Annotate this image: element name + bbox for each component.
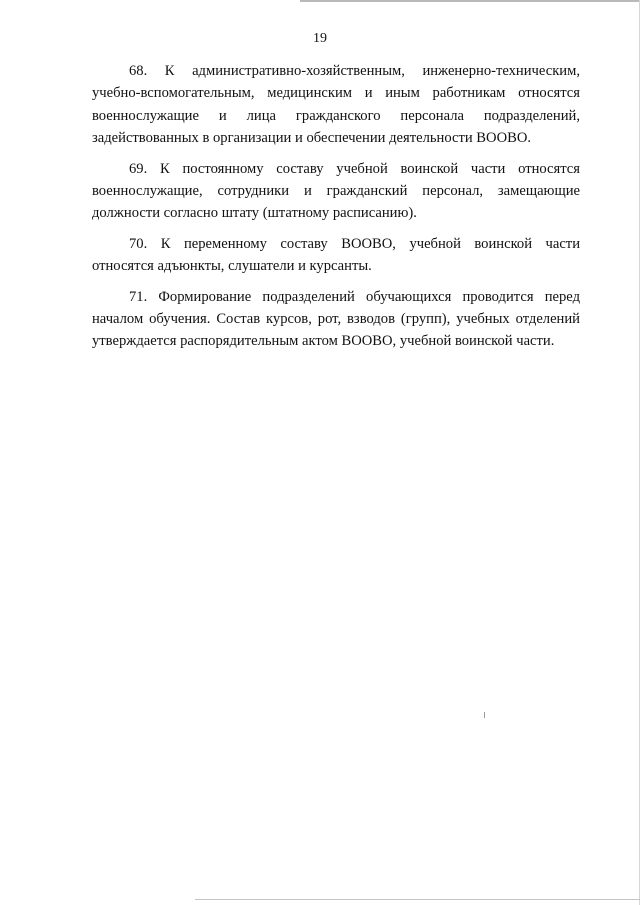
- paragraph-line: 70. К переменному составу ВООВО, учебной воинской части: [129, 235, 580, 252]
- paragraph-line: должности согласно штату (штатному расписанию).: [92, 205, 417, 222]
- paragraph-68: [92, 60, 580, 150]
- paragraph-line: утверждается распорядительным актом ВООВО, учебной воинской части.: [92, 333, 555, 350]
- paragraph-69: [92, 158, 580, 225]
- paragraph-line: относятся адъюнкты, слушатели и курсанты.: [92, 258, 372, 275]
- page-number: 19: [313, 31, 327, 46]
- paragraph-line: 68. К административно-хозяйственным, инженерно-техническим,: [129, 63, 580, 79]
- paragraph-line: военнослужащие и лица гражданского персонала подразделений,: [92, 107, 580, 124]
- scan-edge-bottom: [195, 899, 640, 900]
- paragraph-70: [92, 233, 580, 278]
- paragraph-line: военнослужащие, сотрудники и гражданский персонал, замещающие: [92, 183, 580, 200]
- scan-speck: [484, 712, 485, 718]
- scan-edge-top: [300, 0, 640, 2]
- paragraph-line: 71. Формирование подразделений обучающихся проводится перед: [129, 288, 580, 305]
- paragraph-line: 69. К постоянному составу учебной воинской части относятся: [129, 160, 580, 177]
- paragraph-line: началом обучения. Состав курсов, рот, взводов (групп), учебных отделений: [92, 311, 580, 328]
- paragraph-line: задействованных в организации и обеспечении деятельности ВООВО.: [92, 130, 532, 147]
- paragraph-line: учебно-вспомогательным, медицинским и иным работникам относятся: [92, 85, 580, 102]
- paragraph-71: [92, 286, 580, 353]
- document-body: [92, 60, 580, 361]
